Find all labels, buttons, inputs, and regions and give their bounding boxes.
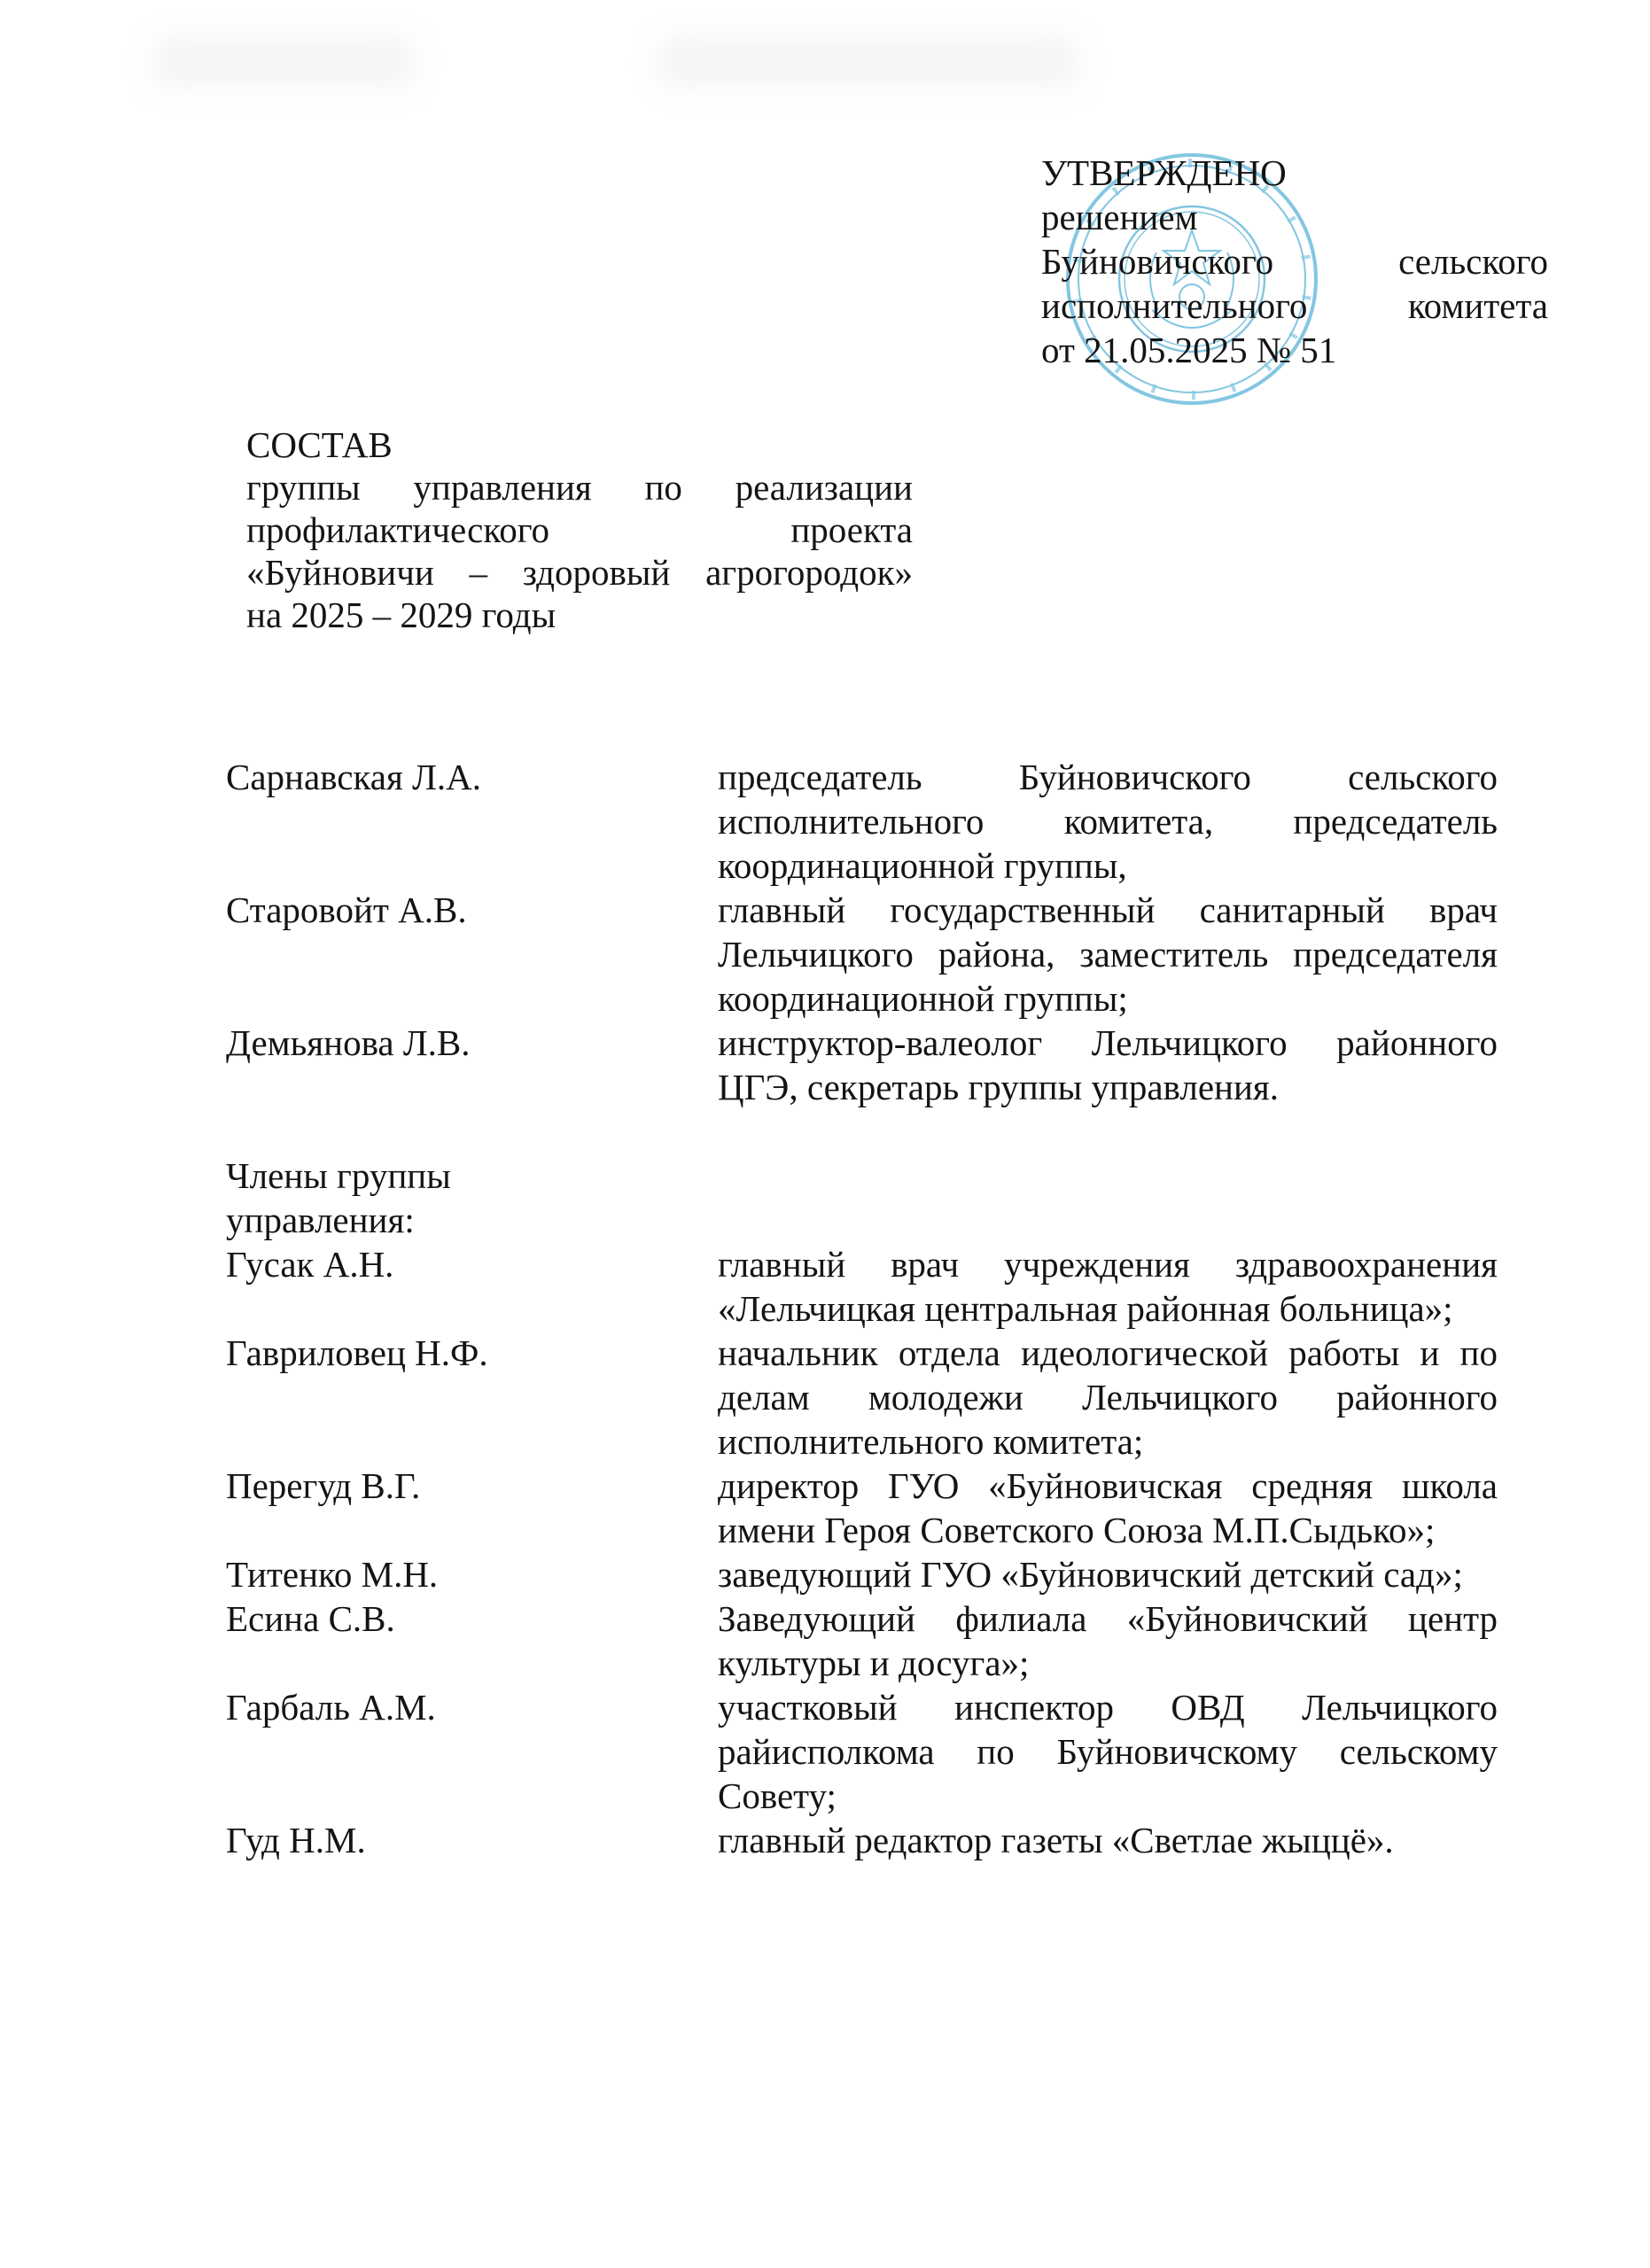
approval-committee-line2: исполнительного комитета [1041,285,1548,326]
member-row [226,1596,1498,1685]
member-role: главный врач учреждения здравоохранения «Лельчицкая центральная районная больница»; [718,1244,1498,1329]
member-name: Титенко М.Н. [226,1554,439,1595]
title-line: «Буйновичи – здоровый агрогородок» [246,552,913,593]
member-row [226,1021,1498,1109]
member-role: инструктор-валеолог Лельчицкого районного ЦГЭ, секретарь группы управления. [718,1022,1498,1107]
member-name: Старовойт А.В. [226,889,467,930]
member-name: Есина С.В. [226,1598,395,1639]
title-line: на 2025 – 2029 годы [246,594,556,635]
approval-committee-line1: Буйновичского сельского [1041,241,1548,282]
member-name: Перегуд В.Г. [226,1465,421,1506]
member-role: председатель Буйновичского сельского исполнительного комитета, председатель координационной группы, [718,757,1498,886]
approval-decision: решением [1041,197,1198,237]
member-name: Гусак А.Н. [226,1244,394,1285]
bleed-through-mark [656,35,1081,89]
title-heading: СОСТАВ [246,424,393,465]
member-row [226,1331,1498,1464]
document-title [246,423,913,636]
member-role: директор ГУО «Буйновичская средняя школа имени Героя Советского Союза М.П.Сыдько»; [718,1465,1498,1550]
member-row [226,1242,1498,1331]
title-line: профилактического проекта [246,509,913,550]
member-role: главный государственный санитарный врач Лельчицкого района, заместитель председателя координационной группы; [718,889,1498,1019]
approval-date-number: от 21.05.2025 № 51 [1041,330,1337,370]
title-line: группы управления по реализации [246,467,913,508]
members-list [226,755,1498,1862]
member-name: Гуд Н.М. [226,1820,366,1860]
bleed-through-mark [151,35,416,89]
approval-heading: УТВЕРЖДЕНО [1041,152,1287,193]
member-role: заведующий ГУО «Буйновичский детский сад»; [718,1554,1463,1595]
member-row [226,1464,1498,1552]
member-name: Гарбаль А.М. [226,1687,436,1728]
member-row [226,755,1498,888]
member-role: участковый инспектор ОВД Лельчицкого райисполкома по Буйновичскому сельскому Совету; [718,1687,1498,1816]
member-role: Заведующий филиала «Буйновичский центр культуры и досуга»; [718,1598,1498,1683]
members-section-label: Члены группы управления: [226,1155,451,1240]
approval-block [1041,151,1548,372]
member-name: Гавриловец Н.Ф. [226,1332,488,1373]
member-name: Сарнавская Л.А. [226,757,482,797]
member-role: главный редактор газеты «Светлае жыццё». [718,1820,1394,1860]
member-row [226,1818,1498,1862]
member-row [226,1685,1498,1818]
member-name: Демьянова Л.В. [226,1022,471,1063]
member-row [226,888,1498,1021]
member-row [226,1552,1498,1596]
member-role: начальник отдела идеологической работы и по делам молодежи Лельчицкого районного исполнительного комитета; [718,1332,1498,1462]
